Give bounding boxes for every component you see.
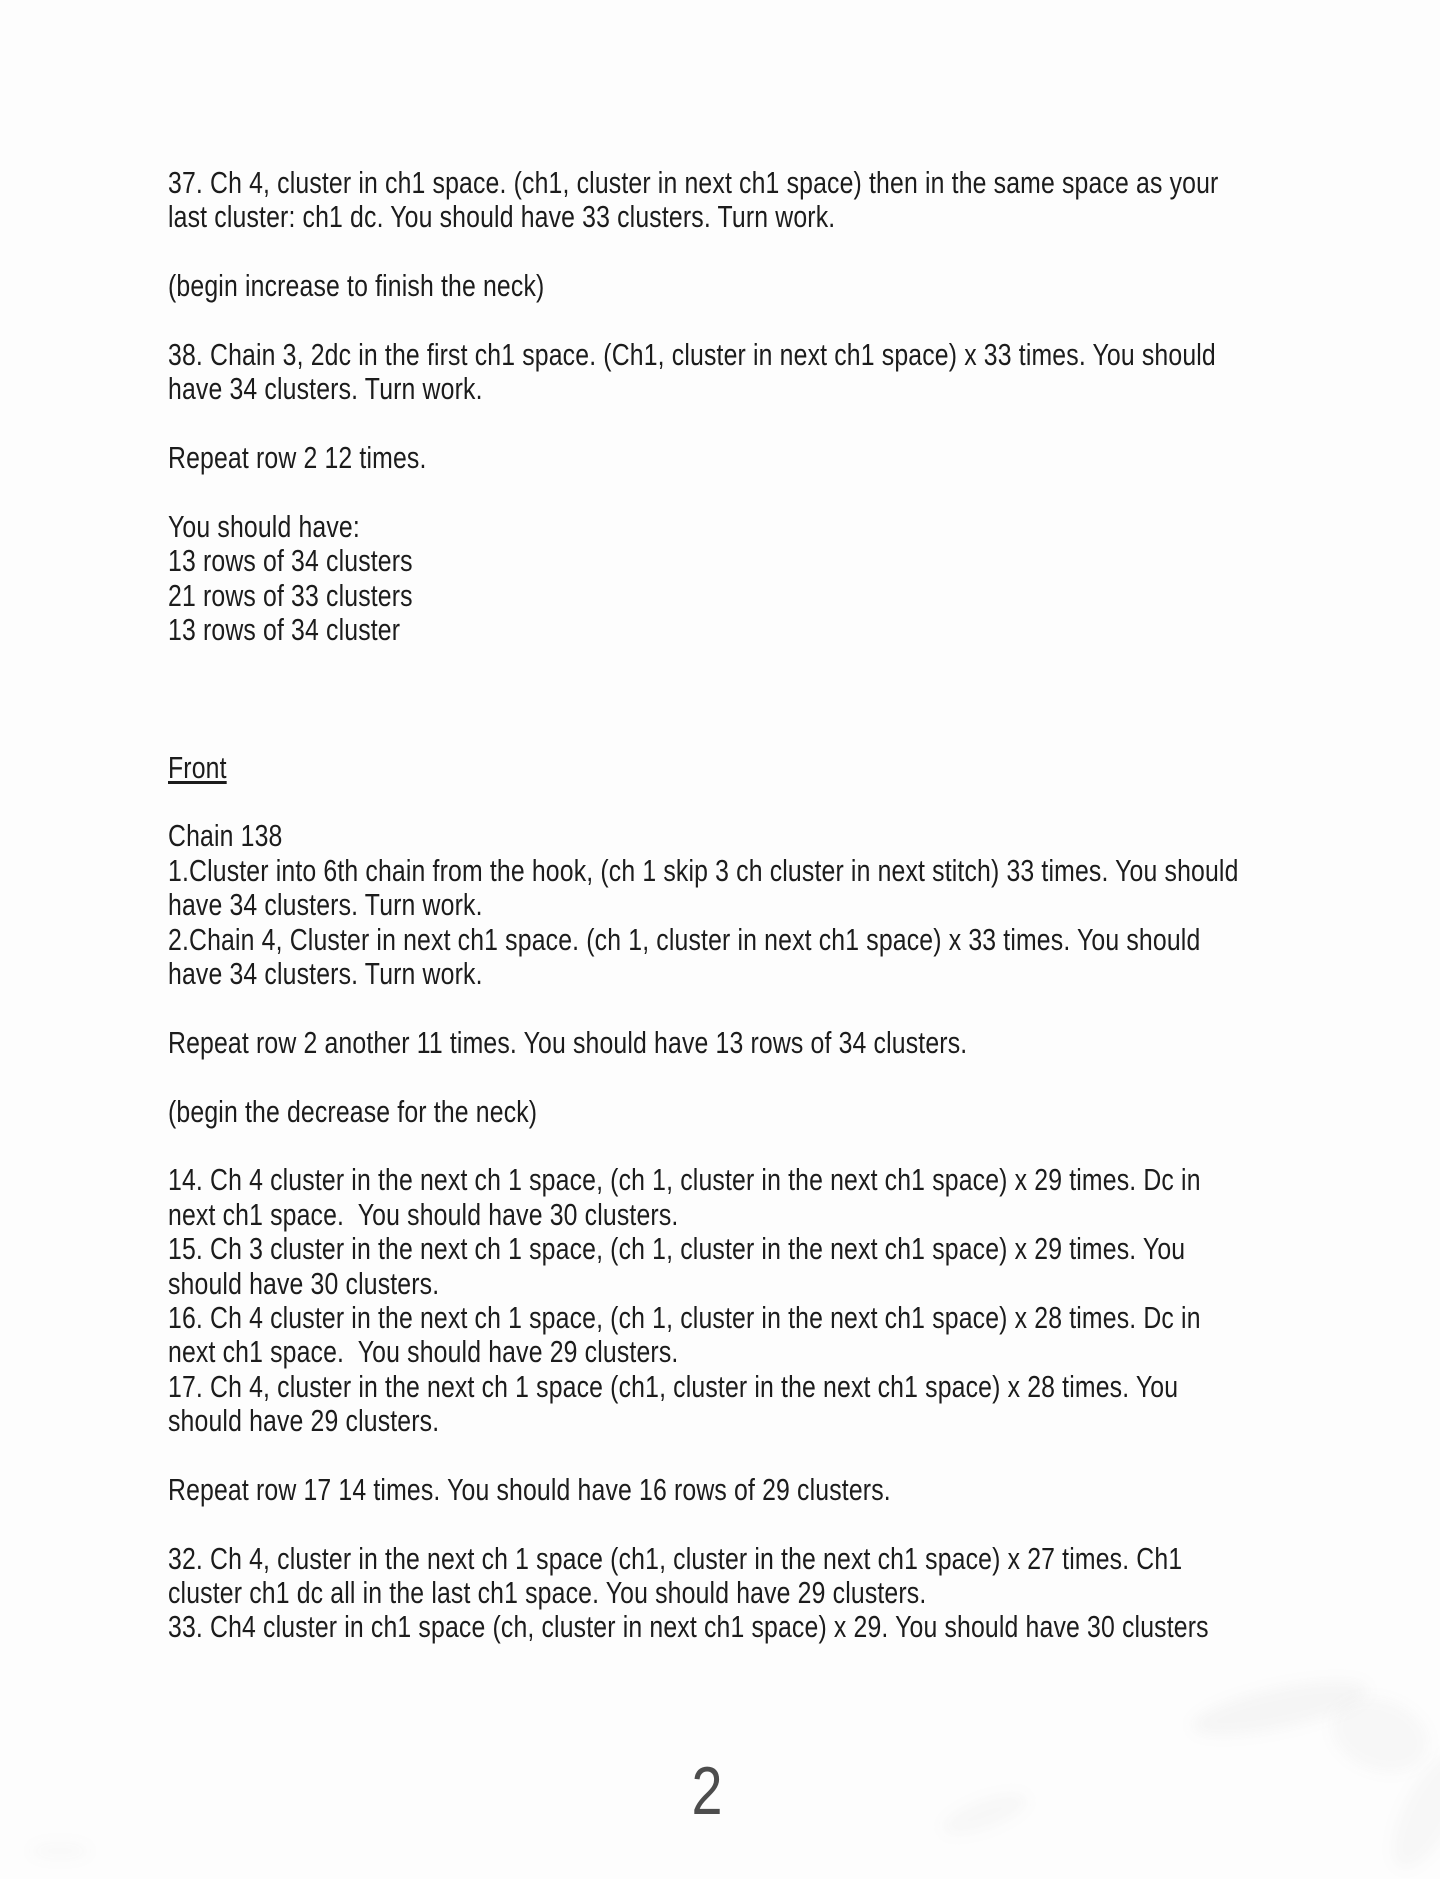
text-line: next ch1 space. You should have 30 clusters. — [168, 1196, 679, 1232]
blank-line — [168, 1507, 1239, 1541]
blank-line — [168, 1060, 1239, 1094]
paper-smudge — [1188, 1670, 1372, 1747]
blank-line — [168, 647, 1239, 681]
text-line: Chain 138 — [168, 818, 283, 854]
blank-line — [168, 716, 1239, 750]
blank-line — [168, 407, 1239, 441]
blank-line — [168, 1438, 1239, 1472]
page-number: 2 — [691, 1753, 723, 1829]
blank-line — [168, 476, 1239, 510]
text-line: last cluster: ch1 dc. You should have 33 clusters. Turn work. — [168, 199, 836, 235]
text-line: should have 30 clusters. — [168, 1265, 440, 1301]
blank-line — [168, 991, 1239, 1025]
text-line: 1.Cluster into 6th chain from the hook, (ch 1 skip 3 ch cluster in next stitch) 33 times. You should — [168, 852, 1239, 888]
text-line: 38. Chain 3, 2dc in the first ch1 space. (Ch1, cluster in next ch1 space) x 33 times. You should — [168, 336, 1216, 372]
text-line: 32. Ch 4, cluster in the next ch 1 space (ch1, cluster in the next ch1 space) x 27 times. Ch1 — [168, 1540, 1183, 1576]
text-line: (begin the decrease for the neck) — [168, 1093, 538, 1129]
text-line: have 34 clusters. Turn work. — [168, 887, 483, 923]
text-line: should have 29 clusters. — [168, 1403, 440, 1439]
text-line: 16. Ch 4 cluster in the next ch 1 space, (ch 1, cluster in the next ch1 space) x 28 times. Dc in — [168, 1299, 1201, 1335]
text-line: 21 rows of 33 clusters — [168, 577, 413, 613]
pattern-text-block — [168, 166, 1440, 1645]
text-line: next ch1 space. You should have 29 clusters. — [168, 1334, 679, 1370]
paper-smudge — [30, 1843, 90, 1859]
text-line: have 34 clusters. Turn work. — [168, 371, 483, 407]
text-line: You should have: — [168, 508, 360, 544]
blank-line — [168, 785, 1239, 819]
text-line: 13 rows of 34 clusters — [168, 543, 413, 579]
text-line: Repeat row 17 14 times. You should have 16 rows of 29 clusters. — [168, 1471, 891, 1507]
text-line: 37. Ch 4, cluster in ch1 space. (ch1, cluster in next ch1 space) then in the same space as your — [168, 165, 1219, 200]
text-line: 15. Ch 3 cluster in the next ch 1 space, (ch 1, cluster in the next ch1 space) x 29 times. You — [168, 1231, 1186, 1267]
text-line: Repeat row 2 another 11 times. You should have 13 rows of 34 clusters. — [168, 1024, 968, 1060]
text-line: 33. Ch4 cluster in ch1 space (ch, cluster in next ch1 space) x 29. You should have 30 clusters — [168, 1609, 1209, 1645]
blank-line — [168, 235, 1239, 269]
text-line: have 34 clusters. Turn work. — [168, 955, 483, 991]
blank-line — [168, 1129, 1239, 1163]
text-line: Repeat row 2 12 times. — [168, 440, 427, 476]
text-line: cluster ch1 dc all in the last ch1 space. You should have 29 clusters. — [168, 1575, 927, 1611]
text-line: (begin increase to finish the neck) — [168, 268, 545, 304]
blank-line — [168, 682, 1239, 716]
text-line: 17. Ch 4, cluster in the next ch 1 space (ch1, cluster in the next ch1 space) x 28 times. You — [168, 1368, 1179, 1404]
section-heading-front: Front — [168, 749, 227, 785]
paper-smudge — [1321, 1685, 1439, 1785]
text-line: 14. Ch 4 cluster in the next ch 1 space, (ch 1, cluster in the next ch1 space) x 29 times. Dc in — [168, 1162, 1201, 1198]
paper-smudge — [1377, 1741, 1440, 1879]
text-line: 13 rows of 34 cluster — [168, 612, 401, 648]
text-line: 2.Chain 4, Cluster in next ch1 space. (ch 1, cluster in next ch1 space) x 33 times. You should — [168, 921, 1201, 957]
blank-line — [168, 304, 1239, 338]
